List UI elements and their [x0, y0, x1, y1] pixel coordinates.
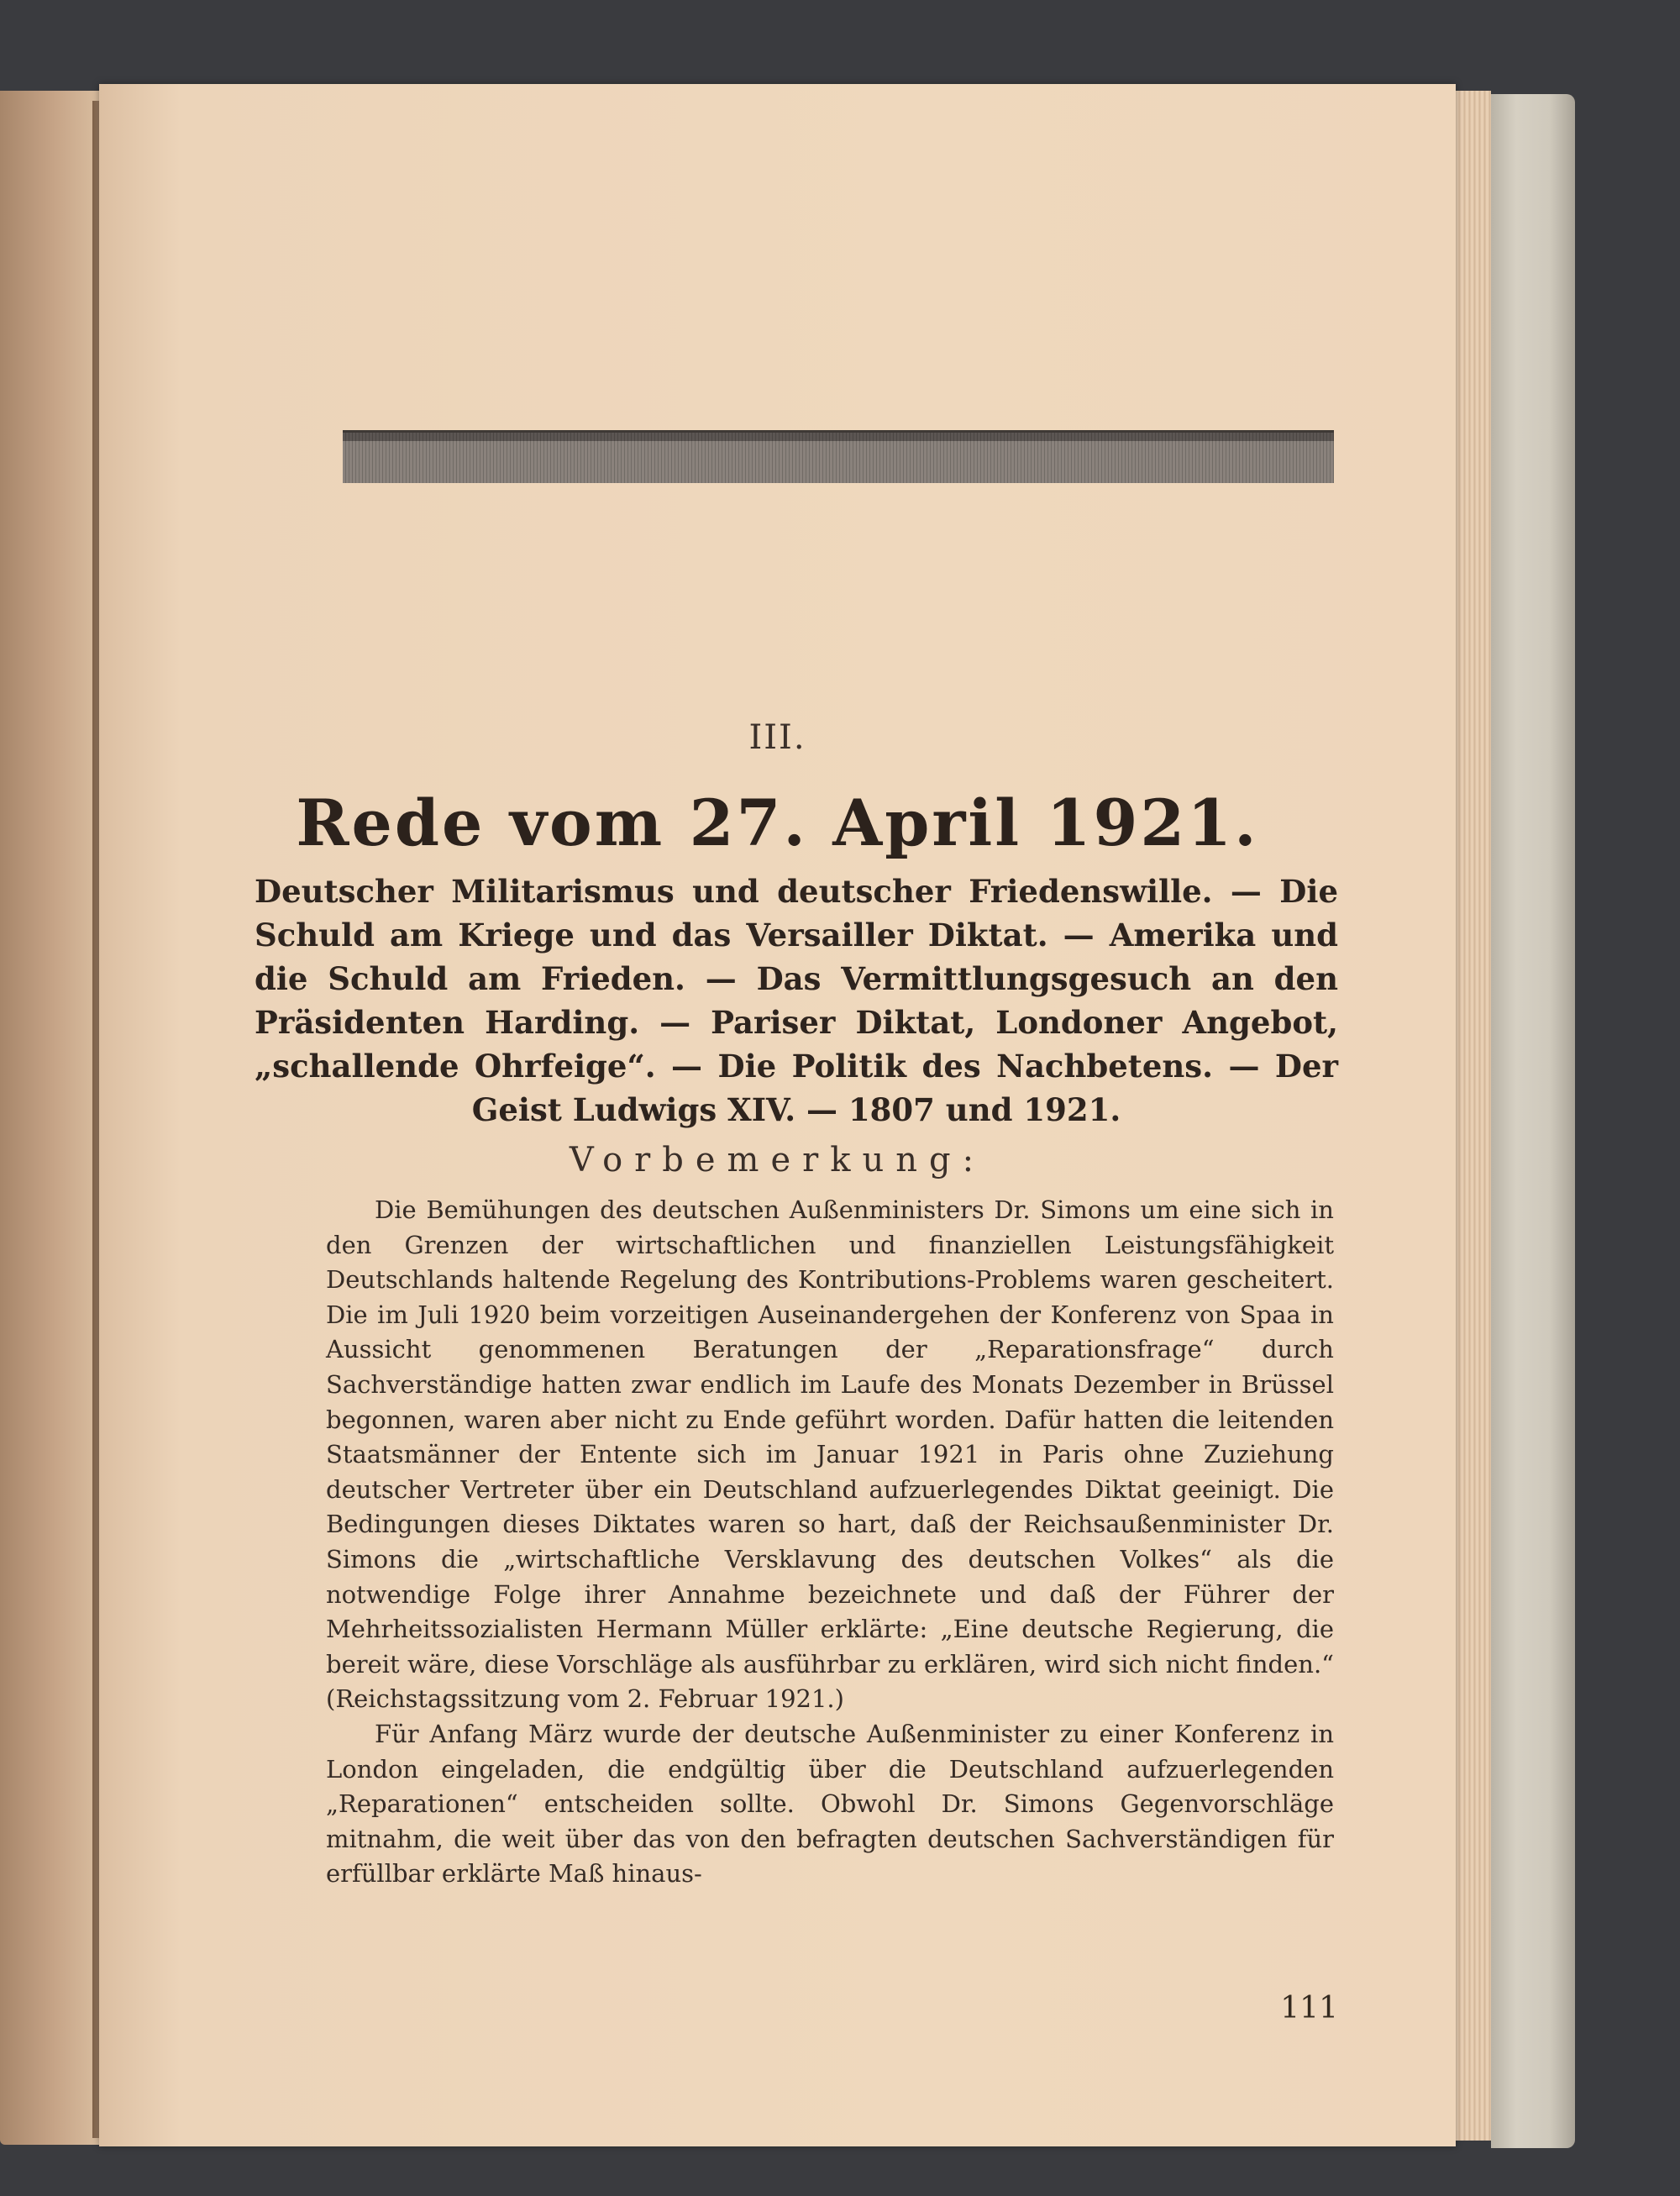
- book-page: [99, 84, 1456, 2146]
- page-number: 111: [1280, 1991, 1338, 2025]
- chapter-subtitle: Deutscher Militarismus und deutscher Friedenswille. — Die Schuld am Kriege und das Versailler Diktat. — Amerika und die Schuld am Frieden. — Das Vermittlungsgesuch an den Präsidenten Harding. — Pariser Diktat, Londoner Angebot, „schallende Ohrfeige“. — Die Politik des Nachbetens. — Der Geist Ludwigs XIV. — 1807 und 1921.: [255, 873, 1338, 1128]
- decorative-header-rule: [343, 430, 1334, 483]
- chapter-number: III.: [748, 718, 806, 757]
- book-cover-edge: [1491, 94, 1575, 2148]
- page-edges: [1456, 91, 1491, 2141]
- left-page: [0, 91, 99, 2145]
- section-heading: Vorbemerkung:: [569, 1141, 986, 1179]
- paragraph: Für Anfang März wurde der deutsche Außenminister zu einer Konferenz in London eingeladen, die endgültig über die Deutschland aufzuerlegenden „Reparationen“ entscheiden sollte. Obwohl Dr. Simons Gegenvorschläge mitnahm, die weit über das von den befragten deutschen Sachverständigen für erfüllbar erklärte Maß hinaus-: [326, 1719, 1334, 1889]
- paragraph: Die Bemühungen des deutschen Außenministers Dr. Simons um eine sich in den Grenzen der wirtschaftlichen und finanziellen Leistungsfähigkeit Deutschlands haltende Regelung des Kontributions-Problems waren gescheitert. Die im Juli 1920 beim vorzeitigen Auseinandergehen der Konferenz von Spaa in Aussicht genommenen Beratungen der „Reparationsfrage“ durch Sachverständige hatten zwar endlich im Laufe des Monats Dezember in Brüssel begonnen, waren aber nicht zu Ende geführt worden. Dafür hatten die leitenden Staatsmänner der Entente sich im Januar 1921 in Paris ohne Zuziehung deutscher Vertreter über ein Deutschland aufzuerlegendes Diktat geeinigt. Die Bedingungen dieses Diktates waren so hart, daß der Reichsaußenminister Dr. Simons die „wirtschaftliche Versklavung des deutschen Volkes“ als die notwendige Folge ihrer Annahme bezeichnete und daß der Führer der Mehrheitssozialisten Hermann Müller erklärte: „Eine deutsche Regierung, die bereit wäre, diese Vorschläge als ausführbar zu erklären, wird sich nicht finden.“ (Reichstagssitzung vom 2. Februar 1921.): [326, 1195, 1334, 1714]
- body-text: [326, 1193, 1334, 1892]
- chapter-title: Rede vom 27. April 1921.: [296, 785, 1259, 860]
